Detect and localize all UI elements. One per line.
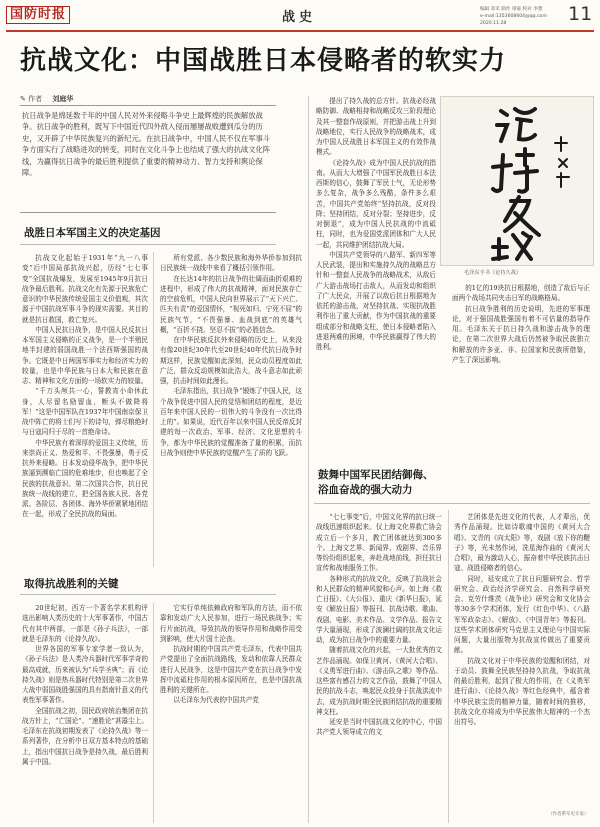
editor-info — [480, 6, 570, 27]
paragraph: 中国人民抗日战争，是中国人民反抗日本军国主义侵略的正义战争，是一个半殖民地半封建的弱国战胜一个法西斯强国的战争。它既是中日两国军事实力和经济实力的较量，也是中华民族与日本大和民族在意志、精神和文化方面的一场软实力的较量。 — [22, 325, 148, 385]
paragraph: 中华民族有着深厚的爱国主义传统，历来崇尚正义、热爱和平、不畏强暴，勇于反抗外来侵略。日本发动侵华战争，把中华民族逼到濒临亡国的危难地步，但也唤起了全民族的抗战意识。第二次国共合作，抗日民族统一战线的建立，把全国各族人民、各党派、各阶层、各团体、海外华侨紧紧地团结在一起，形成了全民抗战的局面。 — [22, 438, 148, 519]
section-heading — [318, 468, 434, 498]
section-heading-line: 鼓舞中国军民团结御侮、 — [318, 469, 434, 481]
calligraphy-image — [440, 96, 594, 266]
paragraph: 抗日战争胜利的历史说明，先进的军事理论，对于强国战胜强国有着不可估量的指导作用。毛泽东关于抗日持久战和游击战争的理论，在第二次世界大战后仍然被争取民族独立和解放的许多亚、非、拉国家和民族所借鉴，产生了深远影响。 — [452, 304, 590, 364]
text-column — [160, 603, 302, 821]
paragraph: 在长达14年的抗日战争的壮阔而曲折艰难的进程中，形成了伟大的抗战精神，面对民族存亡的空前危机，中国人民向世界展示了“天下兴亡、匹夫有责”的爱国情怀，“视死如归、宁死不屈”的民族气节，“不畏强暴、血战到底”的英雄气概，“百折不挠、坚忍不拔”的必胜信念。 — [160, 274, 302, 334]
divider — [314, 503, 590, 504]
contact-line: e-mail:1353608604@qq.com 2020.11.28 — [480, 14, 547, 26]
editor-line: 编辑 邓禾 制作 谭嘉 校对 李想 — [480, 7, 543, 12]
divider — [20, 105, 276, 106]
paragraph: 延安是当时中国抗战文化的中心，中国共产党人领导成立的文 — [316, 718, 442, 737]
paragraph: 随着抗战文化的兴起，一大批优秀的文艺作品涌现。如保卫黄河、《黄河大合唱》、《义勇军进行曲》、《游击队之歌》等作品。这些富有感召力的文艺作品，鼓舞了中国人民的抗战斗志，唤起民众投身于抗战洪流中去，成为抗战时期全民族团结抗战的重要精神支柱。 — [316, 646, 442, 716]
divider — [20, 244, 276, 245]
paragraph: 抗战文化起始于1931年“九一八事变”后中国局部抗战兴起，历经“七七事变”全国抗战爆发，发展至1945年9月抗日战争最后胜利。抗战文化有先源于民族危亡意识的中华民族传统爱国主义价值观，其次源于中国抗战军事斗争的现实需要。其目的就是抗日救国，救亡复兴。 — [22, 254, 148, 324]
paragraph: 抗战文化对于中华民族的觉醒和团结，对于动员、鼓舞全民族坚持持久抗战，争取抗战的最后胜利，起到了极大的作用，在《义勇军进行曲》、《论持久战》等红色经典中，蕴含着中华民族宝贵的精神力量，随着时间的推移，抗战文化亦将成为中华民族伟大精神的一个杰出符号。 — [454, 656, 590, 726]
paragraph: 中国共产党领导的八路军、新四军等人民武装，提出和实施持久战的战略总方针和一整套人民战争的战略战术，从敌后广大游击战场打击敌人，从而发动和组织了广大民众，开展了以敌后抗日根据地为依托的游击战，对坚持抗战、实现抗战胜利作出了重大贡献，作为中国抗战的重要组成部分和战略支柱，使日本侵略者陷入进退两难的困境，中华民族赢得了伟大的胜利。 — [316, 250, 436, 351]
section-heading-line: 浴血奋战的强大动力 — [318, 484, 413, 496]
paragraph: 抗战时期的中国共产党毛泽东，代表中国共产党提出了全面抗战路线，发动和依靠人民群众进行人民战争，这是中国共产党在抗日战争中发挥中流砥柱作用的根本原因所在，也是中国抗战胜利的关键所在。 — [160, 645, 302, 694]
section-name: 战史 — [282, 10, 317, 25]
paragraph: 艺团体是先进文化的代表，人才辈出，优秀作品涌现。比如诗歌魂中国的《黄河大合唱》、文青的《向太阳》等，戏剧《放下你的鞭子》等，光未然作词，冼星海作曲的《黄河大合唱》，最为激动人心，振奋着中华民族抗击日寇、战胜侵略者的信心。 — [454, 513, 590, 573]
column-rule — [153, 603, 154, 823]
paragraph: 毛泽东指出，抗日战争“锻炼了中国人民，这个战争促进中国人民的觉悟和团结的程度，是近百年来中国人民的一切伟大的斗争没有一次比得上的”。如果说，近代百年以来中国人民反帝反封建的每一次政治、军事、经济、文化思想的斗争，都为中华民族的觉醒准备了量的积累，而抗日战争则使中华民族的觉醒产生了质的飞跃。 — [160, 387, 302, 457]
article-headline: 抗战文化：中国战胜日本侵略者的软实力 — [20, 46, 507, 76]
column-rule — [448, 510, 449, 823]
pen-icon: ✎ — [20, 95, 26, 103]
page-number: 11 — [568, 3, 593, 25]
text-column — [22, 603, 148, 821]
paragraph: 它实行单纯依赖政府和军队的方法，而不依靠和发动广大人民参加，进行一场民族战争；实行片面抗战，导致抗战的领导作用和战略作用受到影响，使大片国土沦丧。 — [160, 604, 302, 643]
paragraph: 各种形式的抗战文化，反映了抗战社会和人民群众的精神风貌和心声。如上海《救亡日报》、《大公报》、重庆《新华日报》，延安《解放日报》等报刊、抗战诗歌、歌曲、戏剧、电影、美术作品、文学作品、报告文学大量涌现，形成了波澜壮阔的抗战文化运动，成为抗日战争中的重要力量。 — [316, 574, 442, 644]
column-rule — [153, 252, 154, 567]
paragraph: 世界各国的军事专家学者一致认为，《孙子兵法》是人类冷兵器时代军事学奇的最高成就，历来被认为“兵学圣典”；而《论持久战》则是热兵器时代特别是第二次世界大战中弱国战胜强国的具有指南针意义的代表性军事著作。 — [22, 645, 148, 705]
divider — [20, 594, 276, 595]
author-note: （作者系军史专家） — [548, 812, 589, 817]
header-rule — [6, 30, 594, 32]
byline — [20, 94, 73, 104]
paragraph: “七七事变”后，中国文化界的抗日统一战线迅速组织起来。仅上海文化界救亡协会成立后一个多月，教亡团体就达到300多个。上海文艺界、新闻界、戏剧界、音乐界等纷纷组织起来，奔赴战地前线，担任抗日宣传和战地服务工作。 — [316, 513, 442, 573]
calligraphy-illustration — [441, 97, 593, 265]
image-caption: 毛泽东手书《论持久战》 — [464, 270, 522, 276]
article-lead: 抗日战争是绵延数千年的中国人民对外来侵略斗争史上最辉煌的民族解放战争。抗日战争的胜利，既写下中国近代四外敌入侵而屡屡战败遭到瓜分的历史，又开辟了中华民族复兴的新纪元。在抗日战争中，中国人民不仅在军事斗争方面实行了战略进攻的转变，同时在文化斗争上也结成了强大的抗战文化阵线，为赢得抗日战争的最后胜利提供了重要的精神动力、智力支持和舆论保障。 — [22, 111, 271, 178]
paragraph: “千万头颅共一心，誓教宵小命休此身，人尽留名励留血，断头不做降将军！”这是中国军队在1937年中国南京保卫战中阵亡的将士们写下的诗句，弹尽粮绝时与日寇同归于尽的一首绝命诗。 — [22, 387, 148, 437]
text-column — [452, 283, 590, 458]
byline-label: 作者 — [28, 95, 43, 103]
section-heading: 战胜日本军国主义的决定基因 — [24, 227, 161, 239]
text-column — [316, 96, 436, 458]
text-column — [316, 512, 442, 820]
column-rule — [308, 96, 309, 823]
text-column — [454, 512, 590, 808]
paragraph: 提出了持久战的总方针。抗战必经战略防御、战略相持和战略反攻三阶段理论及其一整套作战原则，并把游击战上升到战略地位，实行人民战争的战略战术，成为中国人民战胜日本军国主义的有效作战模式。 — [316, 97, 436, 157]
paragraph: 所有党派、各少数民族和海外华侨参加到抗日民族统一战线中来看了概括引领作用。 — [160, 254, 302, 273]
paragraph: 在中华民族反抗外来侵略的历史上，从来没有像20世纪30年代至20世纪40年代抗日战争时期这样，民族觉醒如此深刻，民众动员程度如此广泛，群众反动规模如此浩大，战斗意志如此顽强，抗击时间如此漫长。 — [160, 336, 302, 385]
divider — [20, 212, 276, 213]
text-column — [22, 253, 148, 568]
paragraph: 全国抗战之初，国民政府统治集团在抗战方针上，“亡国论”、“速胜论”甚嚣尘上。毛泽东在抗战初期发表了《论持久战》等一系列著作，在分析中日双方基本特点的基础上，指出中国抗日战争是持久战，最后胜利属于中国。 — [22, 706, 148, 766]
section-heading: 取得抗战胜利的关键 — [24, 578, 119, 590]
paragraph: 的1亿的19块抗日根据地，创造了敌后与正面两个战场共同夹击日军的战略格局。 — [452, 284, 590, 303]
paragraph: 同时，延安成立了抗日问题研究会、哲学研究会、政治经济学研究会、自然科学研究会、克劳什维茨《战争论》研究会和文化协会等30多个学术团体，发行《红色中华》、《八路军军政杂志》、《解放》、《中国青年》等报刊。这些学术团体研究马克思主义理论与中国实际问题，大量出版物为抗战宣传做出了重要贡献。 — [454, 574, 590, 655]
paragraph: 《论持久战》成为中国人民抗战的指南。从而大大增强了中国军民战胜日本法西斯的信心，鼓舞了军民士气，无论形势多么复杂，战争多么残酷，条件多么艰苦，中国共产党始终“坚持抗战，反对投降；坚持团结，反对分裂；坚持进步，反对倒退”，成为中国人民抗战的中流砥柱，同时，也为爱国党派团体和广大人民一起，共同维护团结抗战大局。 — [316, 158, 436, 249]
paragraph: 20世纪初，西方一个著名学术机构评选出影响人类历史的十大军事著作，中国古代有其中两部，一部是《孙子兵法》，一部就是毛泽东的《论持久战》。 — [22, 604, 148, 643]
author-name: 刘庭华 — [52, 95, 74, 103]
text-column — [160, 253, 302, 568]
masthead-logo: 国防时报 — [6, 6, 106, 24]
paragraph: 以毛泽东为代表的中国共产党 — [173, 696, 259, 705]
